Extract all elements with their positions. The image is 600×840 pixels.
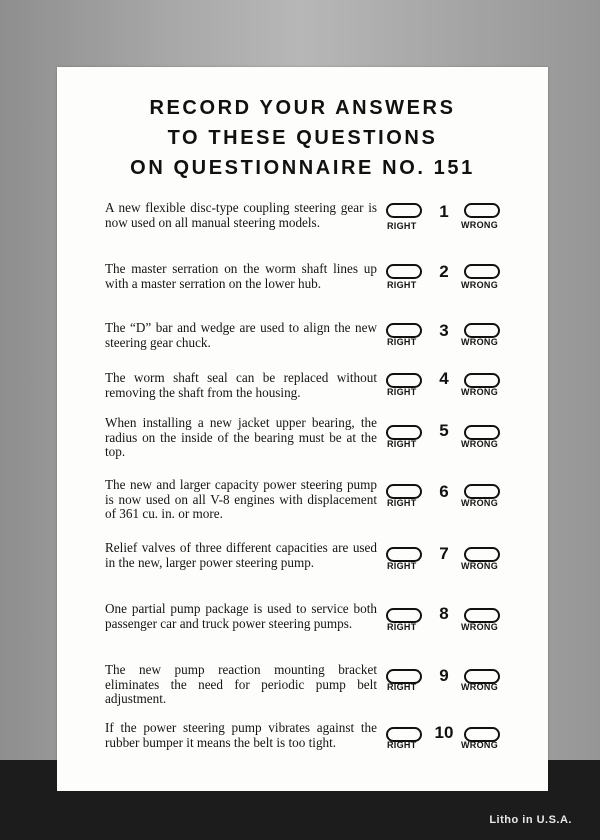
right-label: RIGHT: [387, 337, 417, 347]
right-label: RIGHT: [387, 682, 417, 692]
question-number: 8: [439, 604, 449, 623]
wrong-label: WRONG: [461, 280, 498, 290]
wrong-label: WRONG: [461, 439, 498, 449]
wrong-answer-oval[interactable]: [464, 264, 500, 279]
title-line-1: RECORD YOUR ANSWERS: [149, 97, 456, 119]
wrong-label: WRONG: [461, 740, 498, 750]
right-answer-oval[interactable]: [386, 373, 422, 388]
question-6: [57, 478, 548, 538]
right-label: RIGHT: [387, 439, 417, 449]
right-label: RIGHT: [387, 622, 417, 632]
question-text: One partial pump package is used to service both passenger car and truck power steering pumps.: [105, 601, 377, 631]
right-label: RIGHT: [387, 387, 417, 397]
wrong-answer-oval[interactable]: [464, 484, 500, 499]
wrong-answer-oval[interactable]: [464, 608, 500, 623]
right-answer-oval[interactable]: [386, 323, 422, 338]
right-answer-oval[interactable]: [386, 264, 422, 279]
question-number: 6: [439, 482, 449, 501]
question-text: If the power steering pump vibrates against the rubber bumper it means the belt is too tight.: [105, 720, 377, 750]
right-label: RIGHT: [387, 561, 417, 571]
question-number: 7: [439, 544, 449, 563]
question-text: When installing a new jacket upper bearing, the radius on the inside of the bearing must be at the top.: [105, 415, 377, 459]
right-label: RIGHT: [387, 740, 417, 750]
question-number: 10: [434, 723, 454, 742]
question-text: A new flexible disc-type coupling steering gear is now used on all manual steering models.: [105, 200, 377, 230]
question-8: [57, 602, 548, 662]
litho-footer: Litho in U.S.A.: [489, 814, 572, 826]
title-line-3: ON QUESTIONNAIRE NO. 151: [130, 157, 475, 179]
wrong-label: WRONG: [461, 622, 498, 632]
question-text: The “D” bar and wedge are used to align the new steering gear chuck.: [105, 320, 377, 350]
wrong-label: WRONG: [461, 387, 498, 397]
question-number: 4: [439, 369, 449, 388]
question-text: The new and larger capacity power steering pump is now used on all V-8 engines with displacement of 361 cu. in. or more.: [105, 477, 377, 521]
question-5: [57, 416, 548, 476]
right-answer-oval[interactable]: [386, 425, 422, 440]
wrong-answer-oval[interactable]: [464, 203, 500, 218]
question-text: The new pump reaction mounting bracket eliminates the need for periodic pump belt adjustment.: [105, 662, 377, 706]
right-answer-oval[interactable]: [386, 608, 422, 623]
questionnaire-sheet: [57, 67, 548, 791]
question-9: [57, 663, 548, 723]
wrong-label: WRONG: [461, 498, 498, 508]
right-label: RIGHT: [387, 221, 417, 231]
wrong-answer-oval[interactable]: [464, 323, 500, 338]
question-text: Relief valves of three different capacities are used in the new, larger power steering pump.: [105, 540, 377, 570]
right-label: RIGHT: [387, 498, 417, 508]
right-answer-oval[interactable]: [386, 547, 422, 562]
question-number: 9: [439, 666, 449, 685]
right-label: RIGHT: [387, 280, 417, 290]
wrong-label: WRONG: [461, 682, 498, 692]
question-number: 5: [439, 421, 449, 440]
wrong-label: WRONG: [461, 561, 498, 571]
question-number: 1: [439, 202, 449, 221]
wrong-answer-oval[interactable]: [464, 547, 500, 562]
question-7: [57, 541, 548, 601]
question-number: 3: [439, 321, 449, 340]
wrong-answer-oval[interactable]: [464, 373, 500, 388]
right-answer-oval[interactable]: [386, 484, 422, 499]
question-10: [57, 721, 548, 781]
right-answer-oval[interactable]: [386, 203, 422, 218]
page-title: [57, 93, 548, 183]
question-text: The worm shaft seal can be replaced without removing the shaft from the housing.: [105, 370, 377, 400]
question-1: [57, 201, 548, 261]
question-text: The master serration on the worm shaft lines up with a master serration on the lower hub.: [105, 261, 377, 291]
wrong-answer-oval[interactable]: [464, 425, 500, 440]
wrong-label: WRONG: [461, 337, 498, 347]
wrong-label: WRONG: [461, 220, 498, 230]
title-line-2: TO THESE QUESTIONS: [167, 127, 438, 149]
question-2: [57, 262, 548, 322]
question-number: 2: [439, 262, 449, 281]
